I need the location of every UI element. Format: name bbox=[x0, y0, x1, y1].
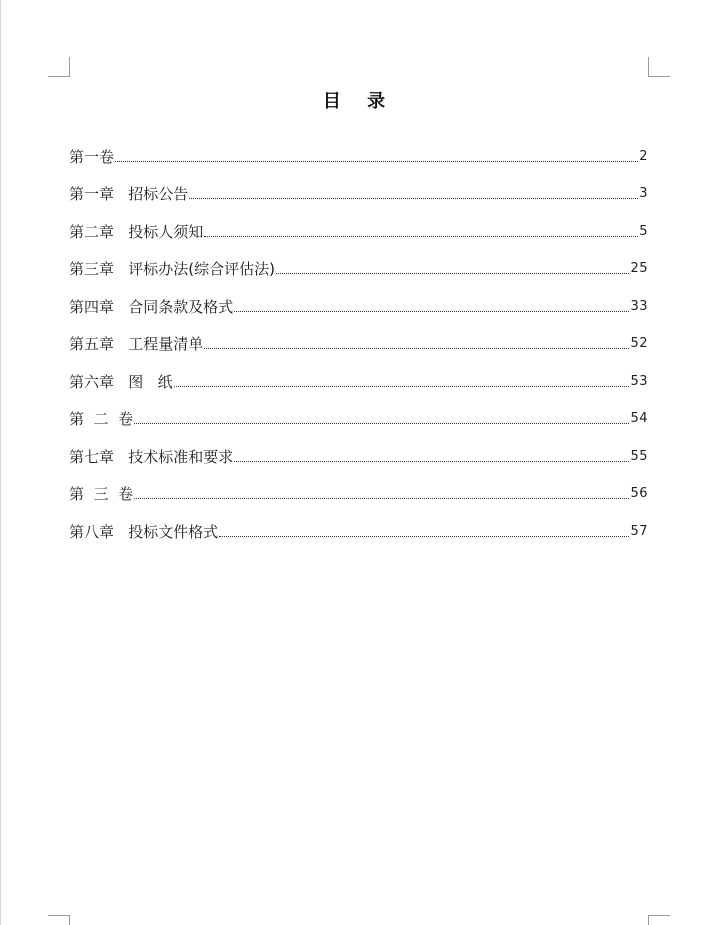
toc-entry-page: 52 bbox=[630, 336, 648, 351]
toc-entry-label: 第五章 工程量清单 bbox=[69, 335, 204, 353]
toc-entry-label: 第六章 图 纸 bbox=[69, 372, 173, 391]
toc-entry-page: 56 bbox=[630, 486, 648, 501]
toc-leader-dots bbox=[174, 385, 630, 387]
toc-entry-page: 3 bbox=[639, 186, 648, 201]
toc-entry[interactable] bbox=[69, 317, 648, 355]
toc-leader-dots bbox=[134, 497, 629, 499]
toc-entry-label: 第二章 投标人须知 bbox=[69, 222, 204, 241]
toc-entry[interactable] bbox=[69, 242, 648, 280]
crop-mark-bottom-left bbox=[48, 915, 70, 925]
toc-entry-label: 第四章 合同条款及格式 bbox=[69, 297, 234, 316]
toc-entry[interactable] bbox=[69, 429, 648, 467]
toc-leader-dots bbox=[276, 272, 629, 274]
crop-mark-bottom-right bbox=[648, 915, 670, 925]
toc-leader-dots bbox=[234, 310, 629, 312]
toc-leader-dots bbox=[134, 422, 629, 424]
toc-entry-label: 第三章 评标办法(综合评估法) bbox=[69, 260, 276, 278]
toc-leader-dots bbox=[204, 235, 638, 237]
toc-entry[interactable] bbox=[69, 204, 648, 242]
toc-title: 目 录 bbox=[322, 91, 396, 112]
toc-entry-label: 第一卷 bbox=[69, 147, 115, 166]
toc-entry-page: 2 bbox=[639, 148, 648, 164]
toc-entry[interactable] bbox=[69, 167, 648, 205]
toc-entry-label: 第八章 投标文件格式 bbox=[69, 522, 219, 541]
crop-mark-top-right bbox=[648, 57, 670, 77]
toc-leader-dots bbox=[189, 197, 638, 199]
toc-entry-page: 57 bbox=[630, 523, 648, 539]
toc-entry[interactable] bbox=[69, 392, 648, 430]
toc-leader-dots bbox=[219, 535, 629, 537]
toc-entry[interactable] bbox=[69, 354, 648, 392]
toc-entry-page: 54 bbox=[630, 411, 648, 426]
toc-entry-label: 第一章 招标公告 bbox=[69, 185, 189, 203]
toc-entry-page: 25 bbox=[630, 261, 648, 276]
toc-leader-dots bbox=[234, 460, 629, 462]
toc-entry-page: 5 bbox=[639, 223, 648, 239]
toc-entry[interactable] bbox=[69, 129, 648, 167]
crop-mark-top-left bbox=[48, 57, 70, 77]
toc-entry[interactable] bbox=[69, 504, 648, 542]
toc-entry[interactable] bbox=[69, 467, 648, 505]
toc-entry-page: 55 bbox=[630, 448, 648, 464]
toc-entry-label: 第七章 技术标准和要求 bbox=[69, 447, 234, 466]
toc-leader-dots bbox=[115, 160, 638, 162]
toc-entry-page: 33 bbox=[630, 298, 648, 314]
toc-entry-page: 53 bbox=[630, 373, 648, 389]
table-of-contents bbox=[69, 129, 648, 542]
toc-entry-label: 第 三 卷 bbox=[69, 485, 134, 503]
toc-entry[interactable] bbox=[69, 279, 648, 317]
toc-entry-label: 第 二 卷 bbox=[69, 410, 134, 428]
toc-leader-dots bbox=[204, 347, 629, 349]
